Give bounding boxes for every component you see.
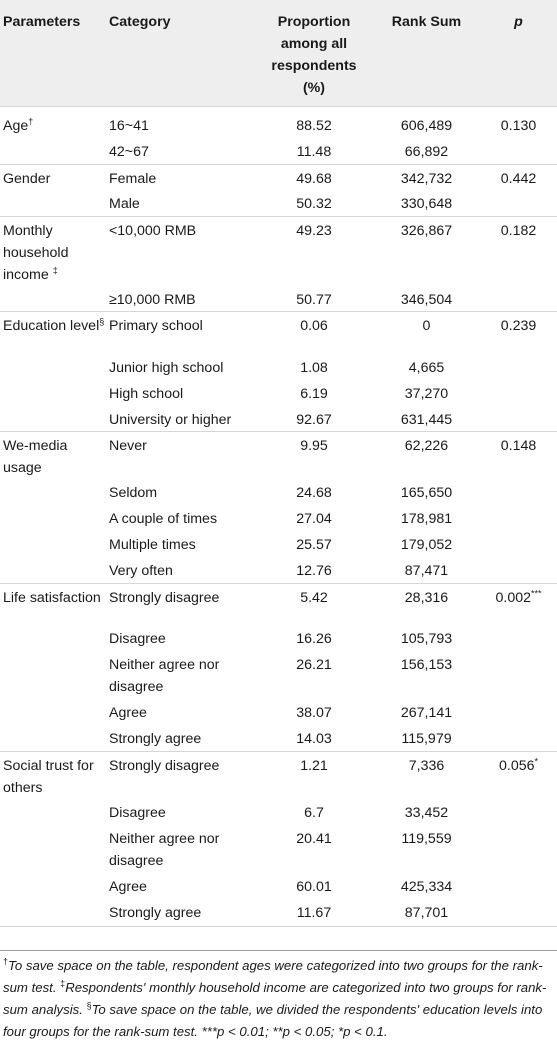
p-value-cell (480, 286, 557, 312)
p-value-cell (480, 873, 557, 899)
table-footnote (0, 950, 557, 1043)
parameter-cell (0, 380, 105, 406)
table-header (0, 0, 557, 106)
parameter-cell (0, 432, 105, 480)
parameter-name: Monthly household income (3, 222, 69, 283)
parameter-name: Social trust for others (3, 757, 94, 796)
table-row (0, 825, 557, 873)
table-row (0, 106, 557, 138)
parameter-cell (0, 899, 105, 926)
rank-sum-cell: 346,504 (373, 286, 480, 312)
rank-sum-cell: 33,452 (404, 805, 449, 821)
p-value-cell: 0.442 (480, 164, 557, 190)
rank-sum-cell: 87,701 (373, 899, 480, 926)
header-proportion-line: respondents (271, 58, 357, 74)
proportion-cell: 11.48 (255, 138, 373, 164)
proportion-cell: 1.21 (255, 751, 373, 799)
proportion-cell: 6.7 (304, 805, 324, 821)
parameter-cell (0, 164, 105, 190)
parameter-name: Gender (3, 170, 51, 187)
p-value-cell (480, 799, 557, 825)
table-row (0, 725, 557, 751)
p-value-cell: 0.056* (480, 751, 557, 799)
table-row (0, 557, 557, 583)
proportion-cell: 0.06 (255, 312, 373, 354)
parameter-cell (0, 190, 105, 216)
proportion-cell: 20.41 (296, 831, 332, 847)
p-value-cell (480, 479, 557, 505)
header-parameters: Parameters (3, 14, 81, 30)
parameter-cell (0, 286, 105, 312)
parameter-cell (0, 699, 105, 725)
parameter-cell (0, 583, 105, 625)
category-cell: Agree (109, 879, 147, 895)
rank-sum-cell: 165,650 (400, 485, 453, 501)
table-row (0, 873, 557, 899)
parameter-cell (0, 557, 105, 583)
category-cell: Male (105, 190, 255, 216)
proportion-cell: 14.03 (255, 725, 373, 751)
parameter-cell (0, 799, 105, 825)
rank-sum-cell: 4,665 (408, 359, 445, 376)
category-cell: Strongly disagree (105, 583, 255, 625)
footnote-text: ***p < 0.01; **p < 0.05; *p < 0.1. (201, 1024, 388, 1039)
p-value-cell (480, 406, 557, 432)
category-cell: 16~41 (105, 106, 255, 138)
significance-mark: * (534, 755, 539, 766)
footnote-mark: ‡ (52, 264, 58, 275)
header-p: p (514, 14, 523, 30)
rank-sum-cell: 62,226 (373, 432, 480, 480)
proportion-cell: 5.42 (255, 583, 373, 625)
significance-mark: *** (531, 587, 542, 598)
parameter-cell (0, 531, 105, 557)
category-cell: 42~67 (105, 138, 255, 164)
proportion-cell: 6.19 (300, 385, 328, 402)
p-value-cell (480, 651, 557, 699)
parameter-cell (0, 625, 105, 651)
p-value-cell (480, 380, 557, 406)
category-cell: High school (109, 385, 184, 402)
rank-sum-cell: 342,732 (373, 164, 480, 190)
table-row (0, 286, 557, 312)
footnote-text: To save space on the table, we divided the respondents' education levels into four groups for the rank-sum test. (3, 1002, 543, 1039)
proportion-cell: 12.76 (255, 557, 373, 583)
table-body (0, 106, 557, 926)
p-value-cell (480, 190, 557, 216)
table-row (0, 216, 557, 286)
table-row (0, 505, 557, 531)
category-cell: Strongly disagree (105, 751, 255, 799)
rank-sum-cell: 606,489 (373, 106, 480, 138)
rank-sum-cell: 330,648 (373, 190, 480, 216)
category-cell: University or higher (105, 406, 255, 432)
proportion-cell: 16.26 (296, 631, 332, 647)
proportion-cell: 26.21 (296, 657, 332, 673)
rank-sum-cell: 178,981 (400, 511, 453, 527)
p-value-cell (480, 531, 557, 557)
rank-sum-cell: 425,334 (400, 879, 453, 895)
p-value-cell: 0.130 (480, 106, 557, 138)
category-cell: Primary school (105, 312, 255, 354)
footnote-mark: ‡ (60, 978, 66, 989)
footnote-text: Respondents' monthly household income are categorized into two groups for rank-sum analysis. (3, 980, 547, 1017)
p-value-cell: 0.239 (480, 312, 557, 354)
proportion-cell: 49.23 (255, 216, 373, 286)
parameter-cell (0, 751, 105, 799)
parameter-cell (0, 825, 105, 873)
parameter-cell (0, 651, 105, 699)
rank-sum-cell: 7,336 (373, 751, 480, 799)
p-value-cell (480, 699, 557, 725)
rank-sum-cell: 119,559 (401, 831, 452, 847)
rank-sum-cell: 0 (373, 312, 480, 354)
rank-sum-cell: 105,793 (400, 631, 453, 647)
proportion-cell: 1.08 (300, 359, 328, 376)
parameter-cell (0, 725, 105, 751)
parameter-name: We-media usage (3, 438, 68, 476)
parameter-cell (0, 312, 105, 354)
parameter-cell (0, 505, 105, 531)
category-cell: Never (105, 432, 255, 480)
category-cell: Junior high school (109, 359, 224, 376)
proportion-cell: 9.95 (255, 432, 373, 480)
table-row (0, 751, 557, 799)
footnote-mark: † (28, 115, 34, 126)
table-row (0, 799, 557, 825)
category-cell: Very often (105, 557, 255, 583)
category-cell: Neither agree nor disagree (109, 657, 220, 695)
proportion-cell: 11.67 (255, 899, 373, 926)
table-row (0, 531, 557, 557)
header-category: Category (109, 14, 171, 30)
header-proportion-line: (%) (302, 80, 326, 96)
table-row (0, 312, 557, 354)
category-cell: A couple of times (109, 511, 218, 527)
table-row (0, 138, 557, 164)
rank-sum-cell: 28,316 (373, 583, 480, 625)
proportion-cell: 88.52 (255, 106, 373, 138)
footnote-mark: § (86, 1000, 92, 1011)
rank-sum-cell: 631,445 (373, 406, 480, 432)
category-cell: <10,000 RMB (105, 216, 255, 286)
table-row (0, 406, 557, 432)
p-value-cell (480, 557, 557, 583)
p-value-cell (480, 725, 557, 751)
table-row (0, 583, 557, 625)
p-value-cell (480, 825, 557, 873)
table-row (0, 432, 557, 480)
proportion-cell: 49.68 (255, 164, 373, 190)
footnote-text: To save space on the table, respondent ages were categorized into two groups for the rank-sum test. (3, 958, 543, 995)
rank-sum-cell: 115,979 (373, 725, 480, 751)
header-proportion-line: Proportion (277, 14, 351, 30)
category-cell: Female (105, 164, 255, 190)
rank-sum-cell: 37,270 (404, 385, 449, 402)
parameter-cell (0, 479, 105, 505)
p-value-cell (480, 354, 557, 380)
header-proportion (255, 0, 373, 106)
table-row (0, 699, 557, 725)
category-cell: Strongly agree (105, 725, 255, 751)
table-row (0, 899, 557, 926)
p-value-cell (480, 899, 557, 926)
proportion-cell: 60.01 (296, 879, 332, 895)
rank-sum-cell: 87,471 (373, 557, 480, 583)
category-cell: Multiple times (109, 537, 196, 553)
table-row (0, 190, 557, 216)
p-value-cell (480, 505, 557, 531)
parameter-cell (0, 216, 105, 286)
table-row (0, 479, 557, 505)
parameter-cell (0, 406, 105, 432)
proportion-cell: 50.32 (255, 190, 373, 216)
p-value-cell: 0.002*** (480, 583, 557, 625)
category-cell: Agree (109, 705, 147, 721)
p-value-cell: 0.182 (480, 216, 557, 286)
category-cell: Disagree (109, 805, 166, 821)
header-proportion-line: among all (280, 36, 348, 52)
parameter-cell (0, 354, 105, 380)
parameter-cell (0, 138, 105, 164)
proportion-cell: 24.68 (296, 485, 332, 501)
proportion-cell: 25.57 (296, 537, 332, 553)
parameter-name: Education level (3, 318, 100, 334)
rank-sum-cell: 66,892 (373, 138, 480, 164)
category-cell: Strongly agree (105, 899, 255, 926)
footnote-mark: § (99, 316, 105, 327)
proportion-cell: 92.67 (255, 406, 373, 432)
parameter-name: Life satisfaction (3, 589, 101, 606)
rank-sum-cell: 156,153 (400, 657, 453, 673)
proportion-cell: 27.04 (296, 511, 332, 527)
parameter-cell (0, 106, 105, 138)
p-value-cell (480, 138, 557, 164)
proportion-cell: 50.77 (255, 286, 373, 312)
table-row (0, 651, 557, 699)
category-cell: ≥10,000 RMB (105, 286, 255, 312)
rank-sum-cell: 267,141 (400, 705, 453, 721)
table-row (0, 354, 557, 380)
p-value-cell: 0.148 (480, 432, 557, 480)
rank-sum-cell: 326,867 (373, 216, 480, 286)
category-cell: Seldom (109, 485, 158, 501)
proportion-cell: 38.07 (296, 705, 332, 721)
header-rank-sum: Rank Sum (391, 14, 462, 30)
category-cell: Disagree (109, 631, 166, 647)
category-cell: Neither agree nor disagree (109, 831, 220, 869)
footnote-mark: † (3, 956, 9, 967)
parameter-name: Age (3, 117, 29, 134)
table-row (0, 380, 557, 406)
parameter-cell (0, 873, 105, 899)
table-row (0, 164, 557, 190)
p-value-cell (480, 625, 557, 651)
table-row (0, 625, 557, 651)
rank-sum-cell: 179,052 (400, 537, 453, 553)
